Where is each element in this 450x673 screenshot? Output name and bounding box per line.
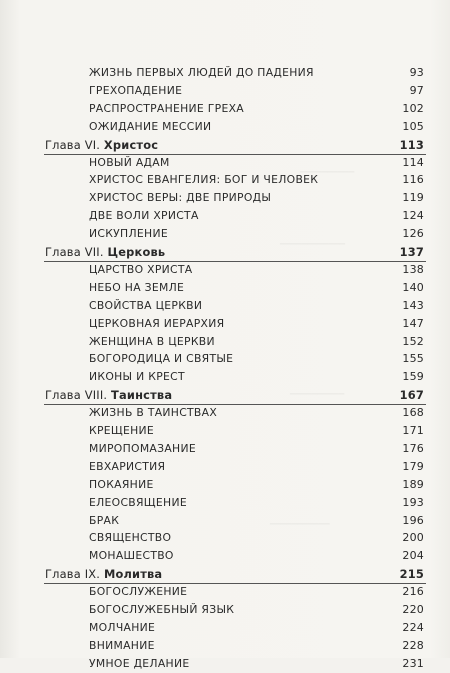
section-entry (0, 494, 450, 512)
section-entry (0, 333, 450, 351)
chapter-number: Глава VIII. (45, 388, 112, 403)
section-title: УМНОЕ ДЕЛАНИЕ (89, 656, 190, 670)
section-title: СВЯЩЕНСТВО (89, 531, 172, 545)
section-title: МИРОПОМАЗАНИЕ (89, 441, 196, 455)
chapter-entry (0, 243, 450, 261)
page-number: 126 (402, 227, 424, 241)
section-title: ВНИМАНИЕ (89, 638, 155, 652)
page-number: 204 (402, 549, 424, 563)
section-title: БОГОРОДИЦА И СВЯТЫЕ (89, 352, 234, 366)
section-entry (0, 368, 450, 386)
section-entry (0, 82, 450, 100)
section-title: ХРИСТОС ВЕРЫ: ДВЕ ПРИРОДЫ (89, 191, 272, 205)
section-entry (0, 225, 450, 243)
page-number: 231 (402, 656, 424, 670)
section-entry (0, 404, 450, 422)
section-entry (0, 64, 450, 82)
section-title: КРЕЩЕНИЕ (89, 424, 155, 437)
section-entry (0, 189, 450, 207)
chapter-title (45, 565, 162, 583)
section-entry (0, 655, 450, 673)
chapter-number: Глава VI. (45, 137, 104, 152)
chapter-entry (0, 565, 450, 583)
page-number: 228 (402, 638, 424, 652)
chapter-title (45, 136, 158, 154)
page-number: 119 (402, 191, 424, 205)
page-number: 137 (399, 245, 424, 259)
section-title: ЦЕРКОВНАЯ ИЕРАРХИЯ (89, 316, 225, 330)
section-entry (0, 458, 450, 476)
chapter-name: Христос (103, 137, 159, 152)
chapter-title (45, 386, 172, 404)
section-entry (0, 350, 450, 368)
chapter-name: Молитва (103, 567, 163, 582)
section-entry (0, 619, 450, 637)
page-number: 147 (402, 316, 424, 330)
chapter-number: Глава VII. (45, 245, 108, 259)
section-entry (0, 118, 450, 136)
section-title: ДВЕ ВОЛИ ХРИСТА (89, 209, 199, 223)
section-entry (0, 261, 450, 279)
page-number: 124 (402, 209, 424, 223)
section-title: ЕЛЕОСВЯЩЕНИЕ (89, 495, 187, 509)
section-entry (0, 154, 450, 172)
page-number: 155 (402, 352, 424, 366)
page-number: 113 (399, 137, 424, 152)
page-number: 138 (402, 262, 424, 276)
page-number: 102 (402, 101, 424, 115)
section-title: ГРЕХОПАДЕНИЕ (89, 83, 183, 97)
section-title: ЖИЗНЬ В ТАИНСТВАХ (89, 406, 218, 420)
chapter-name: Церковь (107, 245, 166, 259)
section-title: РАСПРОСТРАНЕНИЕ ГРЕХА (89, 101, 244, 115)
section-title: МОЛЧАНИЕ (89, 620, 156, 634)
section-title: ИКОНЫ И КРЕСТ (89, 370, 185, 384)
page-number: 114 (402, 155, 424, 169)
page-number: 93 (409, 66, 424, 79)
page-number: 97 (409, 83, 424, 97)
page-number: 216 (402, 585, 424, 599)
section-title: ЕВХАРИСТИЯ (89, 459, 166, 473)
page-number: 176 (402, 441, 424, 455)
page-number: 171 (402, 424, 424, 437)
page-number: 220 (402, 603, 424, 616)
section-title: ЦАРСТВО ХРИСТА (89, 262, 193, 276)
page-number: 167 (399, 388, 424, 403)
chapter-name: Таинства (111, 388, 173, 403)
section-title: ЖИЗНЬ ПЕРВЫХ ЛЮДЕЙ ДО ПАДЕНИЯ (89, 66, 314, 79)
section-entry (0, 171, 450, 189)
section-entry (0, 583, 450, 601)
page-number: 105 (402, 119, 424, 133)
section-title: ПОКАЯНИЕ (89, 477, 154, 491)
page-number: 159 (402, 370, 424, 384)
section-entry (0, 637, 450, 655)
page-number: 116 (402, 173, 424, 187)
section-entry (0, 601, 450, 619)
section-entry (0, 297, 450, 315)
section-entry (0, 440, 450, 458)
page-number: 168 (402, 406, 424, 420)
section-title: НОВЫЙ АДАМ (89, 155, 170, 169)
page-number: 143 (402, 298, 424, 312)
page-number: 193 (402, 495, 424, 509)
page-number: 152 (402, 334, 424, 348)
page-number: 196 (402, 513, 424, 527)
section-entry (0, 279, 450, 297)
chapter-entry (0, 386, 450, 404)
section-title: БРАК (89, 513, 120, 527)
chapter-title (45, 243, 165, 261)
section-entry (0, 547, 450, 565)
section-entry (0, 476, 450, 494)
page-number: 140 (402, 280, 424, 294)
section-entry (0, 529, 450, 547)
section-title: ХРИСТОС ЕВАНГЕЛИЯ: БОГ И ЧЕЛОВЕК (89, 173, 319, 187)
page-number: 200 (402, 531, 424, 545)
section-entry (0, 207, 450, 225)
section-title: ОЖИДАНИЕ МЕССИИ (89, 119, 212, 133)
section-title: МОНАШЕСТВО (89, 549, 174, 563)
section-entry (0, 315, 450, 333)
page-number: 179 (402, 459, 424, 473)
page-number: 215 (399, 567, 424, 582)
section-title: БОГОСЛУЖЕБНЫЙ ЯЗЫК (89, 603, 235, 616)
page-number: 189 (402, 477, 424, 491)
page-number: 224 (402, 620, 424, 634)
section-entry (0, 422, 450, 440)
section-title: ИСКУПЛЕНИЕ (89, 227, 168, 241)
section-entry (0, 512, 450, 530)
section-title: НЕБО НА ЗЕМЛЕ (89, 280, 185, 294)
chapter-entry (0, 136, 450, 154)
section-title: ЖЕНЩИНА В ЦЕРКВИ (89, 334, 215, 348)
section-title: БОГОСЛУЖЕНИЕ (89, 585, 188, 599)
chapter-number: Глава IX. (45, 567, 104, 582)
section-entry (0, 100, 450, 118)
show-through-text: ────────── ──────────── ────────── ─────────── (270, 168, 355, 530)
section-title: СВОЙСТВА ЦЕРКВИ (89, 298, 203, 312)
